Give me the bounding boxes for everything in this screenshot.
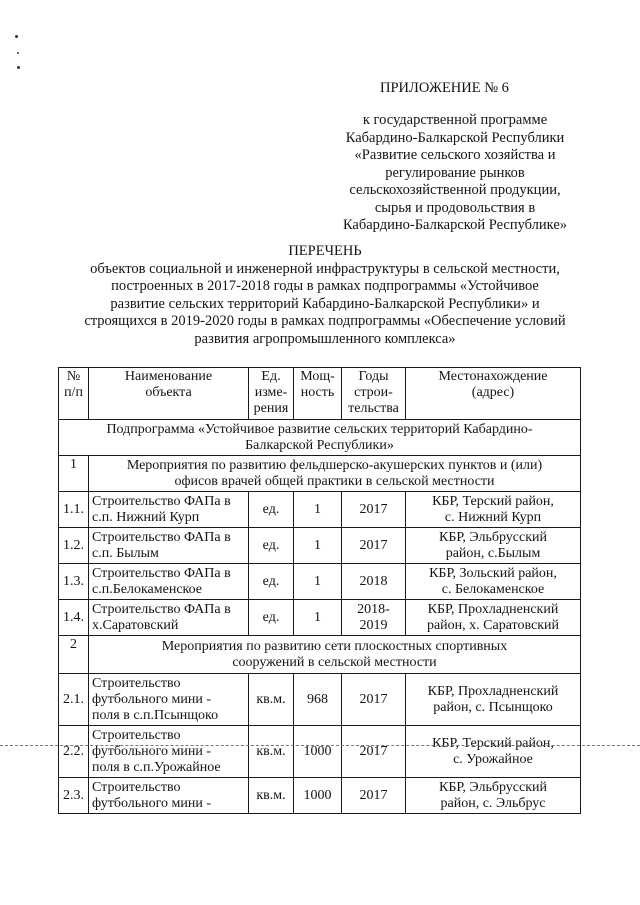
row-name (89, 564, 249, 600)
heading-line: развития агропромышленного комплекса» (194, 330, 456, 347)
row-power: 1 (294, 564, 342, 600)
row-power: 1000 (294, 726, 342, 778)
section-title-line: офисов врачей общей практики в сельской местности (174, 473, 495, 489)
row-location-line: КБР, Прохладненский (427, 601, 559, 617)
row-num: 1.1. (59, 492, 89, 528)
header-text: Мощ- (300, 369, 335, 384)
row-name-line: футбольного мини - (92, 691, 212, 707)
row-location-line: район, с.Былым (445, 545, 541, 561)
row-name-line: Строительство ФАПа в (92, 493, 231, 509)
section-num: 1 (59, 456, 89, 492)
header-text: п/п (64, 385, 83, 400)
row-location (406, 600, 581, 636)
row-power: 1 (294, 492, 342, 528)
row-power: 1000 (294, 778, 342, 814)
header-text: рения (253, 401, 289, 416)
row-years-line: 2019 (359, 617, 388, 633)
row-name (89, 528, 249, 564)
row-location-line: район, с. Эльбрус (440, 795, 546, 811)
table-row (59, 564, 581, 600)
row-years (342, 528, 406, 564)
appendix-title (330, 80, 580, 97)
heading-line: развитие сельских территорий Кабардино-Балкарской Республики» и (110, 295, 540, 312)
subprogram-text: Подпрограмма «Устойчивое развитие сельских территорий Кабардино- (106, 421, 533, 437)
subprogram-text: Балкарской Республики» (245, 437, 394, 453)
subtitle-line: сельскохозяйственной продукции, (349, 182, 561, 198)
heading-line: построенных в 2017-2018 годы в рамках подпрограммы «Устойчивое (111, 278, 539, 294)
row-name-line: с.п.Белокаменское (92, 581, 203, 597)
row-num: 2.3. (59, 778, 89, 814)
row-name-line: с.п. Нижний Курп (92, 509, 200, 525)
row-name-line: Строительство (92, 727, 181, 743)
header-text: ность (300, 385, 335, 400)
row-location (406, 778, 581, 814)
header-text: изме- (254, 385, 288, 400)
row-name-line: Строительство (92, 675, 181, 691)
section-num: 2 (59, 636, 89, 674)
subtitle-line: Кабардино-Балкарской Республике» (342, 217, 568, 233)
row-location-line: КБР, Зольский район, (429, 565, 557, 581)
subtitle-line: регулирование рынков (385, 164, 525, 181)
header-num (59, 368, 89, 420)
appendix-subtitle (315, 112, 595, 235)
row-name (89, 674, 249, 726)
row-name (89, 726, 249, 778)
table-row (59, 492, 581, 528)
section-title (89, 456, 581, 492)
header-unit (249, 368, 294, 420)
table-row (59, 778, 581, 814)
row-years (342, 726, 406, 778)
row-location-line: КБР, Терский район, (432, 493, 554, 509)
row-num: 1.2. (59, 528, 89, 564)
row-location-line: КБР, Прохладненский (427, 683, 559, 699)
row-location (406, 492, 581, 528)
row-location-line: район, х. Саратовский (426, 617, 560, 633)
row-location-line: с. Нижний Курп (444, 509, 542, 525)
row-name-line: футбольного мини - (92, 795, 212, 811)
header-text: Годы (358, 369, 389, 384)
header-location (406, 368, 581, 420)
row-location (406, 726, 581, 778)
scan-mark (17, 66, 20, 69)
row-power: 1 (294, 528, 342, 564)
row-location-line: КБР, Терский район, (432, 735, 554, 751)
row-location-line: с. Белокаменское (441, 581, 545, 597)
row-years-line: 2018- (357, 601, 390, 617)
row-num: 2.2. (59, 726, 89, 778)
header-text: (адрес) (471, 385, 515, 400)
row-location (406, 564, 581, 600)
heading-line: объектов социальной и инженерной инфраструктуры в сельской местности, (90, 260, 560, 277)
header-years (342, 368, 406, 420)
row-power: 968 (294, 674, 342, 726)
subtitle-line: Кабардино-Балкарской Республики (345, 129, 565, 146)
row-unit: кв.м. (249, 674, 294, 726)
row-unit: кв.м. (249, 726, 294, 778)
section-title-line: Мероприятия по развитию сети плоскостных спортивных (161, 638, 508, 654)
row-location-line: КБР, Эльбрусский (439, 529, 547, 545)
row-years (342, 492, 406, 528)
table-row (59, 600, 581, 636)
row-years-line: 2017 (359, 691, 388, 707)
row-name (89, 778, 249, 814)
row-location (406, 528, 581, 564)
header-power (294, 368, 342, 420)
row-name-line: Строительство ФАПа в (92, 601, 231, 617)
row-years-line: 2017 (359, 743, 388, 759)
row-name (89, 600, 249, 636)
subtitle-line: к государственной программе (362, 112, 548, 128)
table-row (59, 674, 581, 726)
section-title (89, 636, 581, 674)
section-title-line: Мероприятия по развитию фельдшерско-акушерских пунктов и (или) (126, 457, 543, 473)
row-name-line: Строительство ФАПа в (92, 529, 231, 545)
row-name-line: с.п. Былым (92, 545, 159, 561)
row-num: 1.4. (59, 600, 89, 636)
row-name-line: поля в с.п.Урожайное (92, 759, 221, 775)
row-location (406, 674, 581, 726)
row-years (342, 674, 406, 726)
scan-mark (17, 52, 19, 54)
subtitle-line: сырья и продовольствия в (374, 199, 536, 216)
row-unit: ед. (249, 600, 294, 636)
objects-table (58, 367, 581, 814)
row-num: 1.3. (59, 564, 89, 600)
subtitle-line: «Развитие сельского хозяйства и (354, 147, 556, 163)
subprogram-row (59, 420, 581, 456)
table-row (59, 726, 581, 778)
row-years (342, 600, 406, 636)
row-name-line: х.Саратовский (92, 617, 179, 633)
appendix-number: ПРИЛОЖЕНИЕ № 6 (380, 80, 509, 96)
row-location-line: с. Урожайное (453, 751, 533, 767)
header-text: № (66, 369, 81, 384)
row-location-line: КБР, Эльбрусский (439, 779, 547, 795)
heading-line: строящихся в 2019-2020 годы в рамках подпрограммы «Обеспечение условий (84, 313, 566, 329)
header-text: Ед. (261, 369, 281, 384)
document-heading (40, 243, 610, 348)
header-text: Местонахождение (438, 369, 548, 384)
row-name-line: футбольного мини - (92, 743, 212, 759)
row-unit: ед. (249, 492, 294, 528)
table-row (59, 528, 581, 564)
row-years (342, 564, 406, 600)
header-text: Наименование (124, 369, 213, 384)
row-num: 2.1. (59, 674, 89, 726)
row-years (342, 778, 406, 814)
header-name (89, 368, 249, 420)
row-unit: ед. (249, 564, 294, 600)
scan-mark (15, 35, 18, 38)
row-years-line: 2017 (359, 537, 388, 553)
row-name-line: Строительство ФАПа в (92, 565, 231, 581)
row-name-line: поля в с.п.Псынщоко (92, 707, 219, 723)
row-unit: кв.м. (249, 778, 294, 814)
row-location-line: район, с. Псынщоко (433, 699, 553, 715)
table-header (59, 368, 581, 420)
row-name (89, 492, 249, 528)
header-text: тельства (348, 401, 399, 416)
row-power: 1 (294, 600, 342, 636)
row-years-line: 2017 (359, 501, 388, 517)
section-title-line: сооружений в сельской местности (232, 654, 437, 670)
header-text: объекта (145, 385, 192, 400)
header-text: строи- (354, 385, 393, 400)
section-row (59, 456, 581, 492)
subprogram-cell (59, 420, 581, 456)
row-name-line: Строительство (92, 779, 181, 795)
row-years-line: 2018 (359, 573, 388, 589)
row-years-line: 2017 (359, 787, 388, 803)
row-unit: ед. (249, 528, 294, 564)
scan-fold-line (0, 745, 640, 746)
heading-title: ПЕРЕЧЕНЬ (288, 243, 362, 259)
section-row (59, 636, 581, 674)
